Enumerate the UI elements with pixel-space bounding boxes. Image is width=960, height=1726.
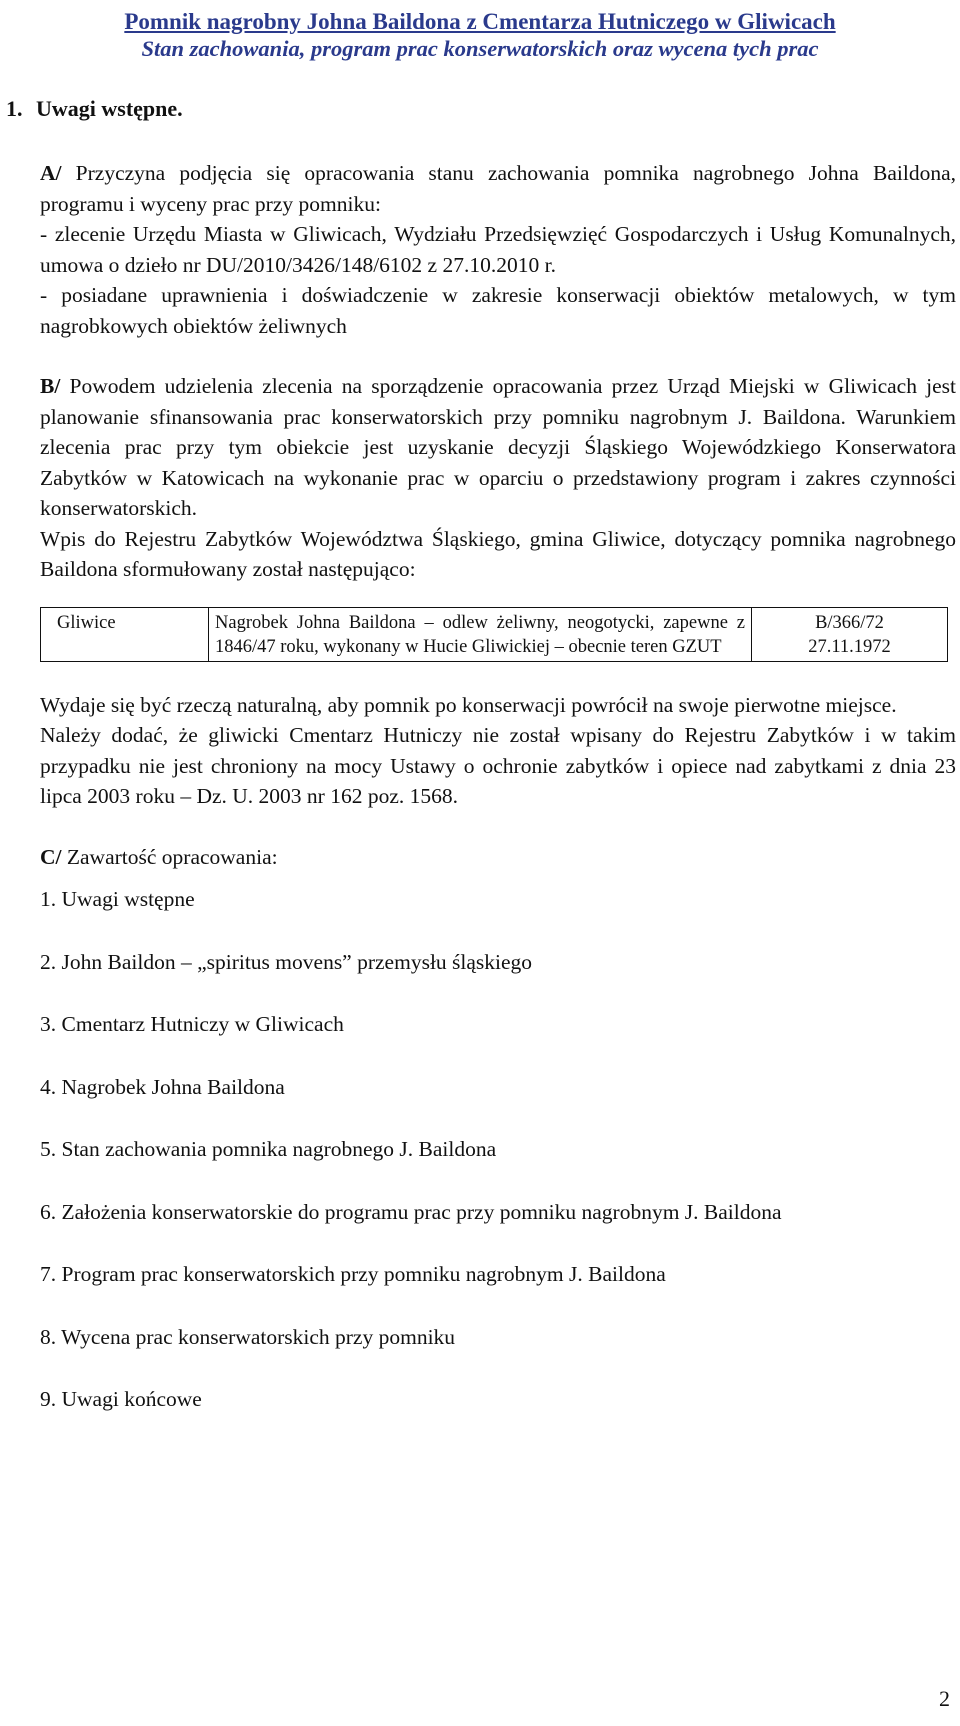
list-item: 4. Nagrobek Johna Baildona [40, 1074, 285, 1099]
part-b-text-4: Należy dodać, że gliwicki Cmentarz Hutniczy nie został wpisany do Rejestru Zabytków i w takim przypadku nie jest chroniony na mocy Ustawy o ochronie zabytków i opiece nad zabytkami z dnia 23 lipca 2003 roku – Dz. U. 2003 nr 162 poz. 1568. [40, 723, 956, 808]
contents-list [40, 884, 956, 1415]
list-item: 9. Uwagi końcowe [40, 1387, 202, 1411]
part-b-text-1 [40, 371, 956, 524]
section-title: Uwagi wstępne. [36, 96, 183, 121]
part-a-intro [40, 158, 956, 219]
part-b-text-1-body: Powodem udzielenia zlecenia na sporządzenie opracowania przez Urząd Miejski w Gliwicach jest planowanie sfinansowania prac konserwatorskich przy pomniku nagrobnym J. Baildona. Warunkiem zlecenia prac przy tym obiekcie jest uzyskanie decyzji Śląskiego Wojewódzkiego Konserwatora Zabytków w Katowicach na wykonanie prac w oparciu o przedstawiony program i zakres czynności konserwatorskich. [40, 374, 956, 520]
part-b-label: B/ [40, 374, 61, 398]
spacer [40, 341, 956, 371]
document-title: Pomnik nagrobny Johna Baildona z Cmentarza Hutniczego w Gliwicach [124, 9, 836, 34]
register-table [40, 607, 948, 662]
table-row [41, 607, 948, 661]
page-number: 2 [939, 1686, 950, 1711]
part-a-intro-text: Przyczyna podjęcia się opracowania stanu zachowania pomnika nagrobnego Johna Baildona, programu i wyceny prac przy pomniku: [40, 161, 956, 216]
list-item: 7. Program prac konserwatorskich przy pomniku nagrobnym J. Baildona [40, 1262, 666, 1286]
part-b-text-3: Wydaje się być rzeczą naturalną, aby pomnik po konserwacji powrócił na swoje pierwotne miejsce. [40, 692, 897, 717]
part-c-label: C/ [40, 844, 62, 869]
list-item: 6. Założenia konserwatorskie do programu prac przy pomniku nagrobnym J. Baildona [40, 1199, 782, 1224]
register-place: Gliwice [41, 607, 209, 661]
register-date: 27.11.1972 [808, 636, 891, 657]
section-number: 1. [6, 96, 23, 121]
document-subtitle: Stan zachowania, program prac konserwatorskich oraz wycena tych prac [141, 36, 819, 61]
register-entry [752, 607, 948, 661]
list-item: 3. Cmentarz Hutniczy w Gliwicach [40, 1012, 344, 1036]
part-a-item-1: - zlecenie Urzędu Miasta w Gliwicach, Wydziału Przedsięwzięć Gospodarczych i Usług Komunalnych, umowa o dzieło nr DU/2010/3426/148/6102 z 27.10.2010 r. [40, 222, 956, 277]
list-item: 8. Wycena prac konserwatorskich przy pomniku [40, 1324, 456, 1349]
document-header [0, 8, 960, 62]
part-a-label: A/ [40, 161, 62, 185]
list-item: 5. Stan zachowania pomnika nagrobnego J. Baildona [40, 1137, 497, 1161]
spacer [40, 812, 956, 842]
list-item: 1. Uwagi wstępne [40, 887, 195, 911]
part-b-text-2: Wpis do Rejestru Zabytków Województwa Śląskiego, gmina Gliwice, dotyczący pomnika nagrobnego Baildona sformułowany został następująco: [40, 526, 956, 581]
part-a-item-2: - posiadane uprawnienia i doświadczenie w zakresie konserwacji obiektów metalowych, w tym nagrobkowych obiektów żeliwnych [40, 283, 956, 338]
part-c-heading [40, 842, 956, 873]
part-c-title: Zawartość opracowania: [61, 844, 278, 869]
section-heading [6, 96, 183, 122]
register-description: Nagrobek Johna Baildona – odlew żeliwny, neogotycki, zapewne z 1846/47 roku, wykonany w Hucie Gliwickiej – obecnie teren GZUT [209, 607, 752, 661]
register-number: B/366/72 [815, 612, 884, 633]
document-body [40, 158, 956, 1447]
list-item: 2. John Baildon – „spiritus movens” przemysłu śląskiego [40, 949, 533, 974]
